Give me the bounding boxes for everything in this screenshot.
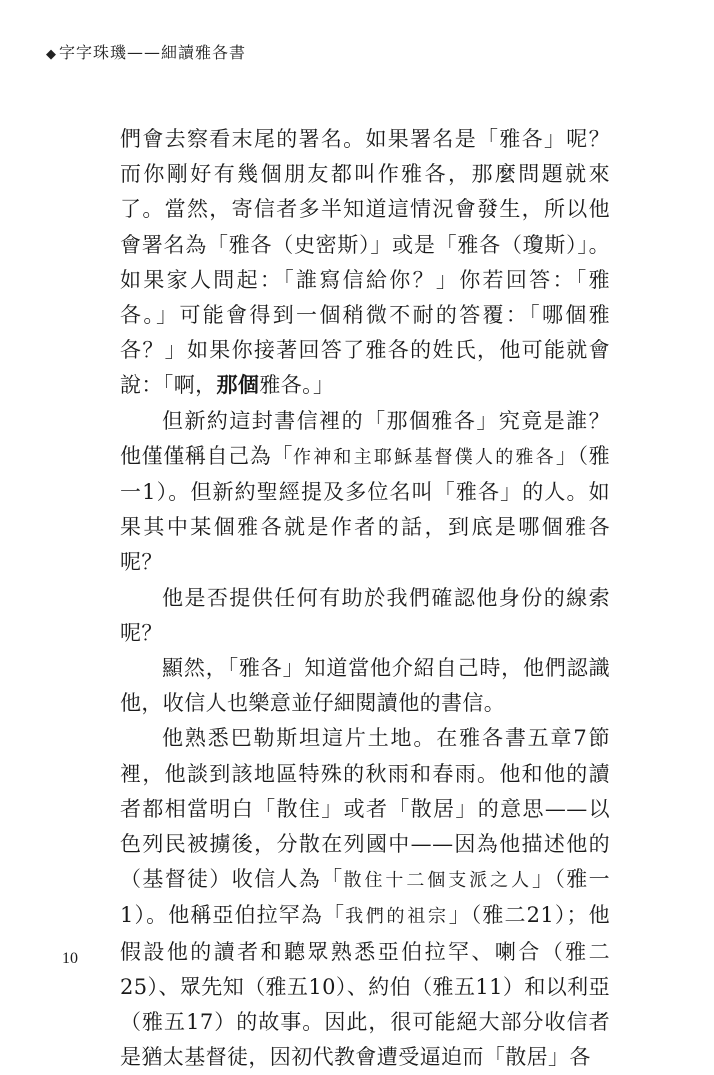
text-run: 但新約這封書信裡的「那個雅各」究竟是誰？他僅僅稱自己為「	[120, 408, 610, 468]
text-run: 」（雅二21）；他假設他的讀者和聽眾熟悉亞伯拉罕、喇合（雅二25）、眾先知（雅五10）、約伯（雅五11）和以利亞（雅五17）的故事。因此，很可能絕大部分收信者是猶太基督徒，因初代教會遭受逼迫而「散居」各	[120, 903, 611, 1070]
paragraph-4	[120, 651, 610, 721]
paragraph-2	[120, 404, 610, 581]
page-number: 10	[62, 950, 78, 967]
text-run: 他熟悉巴勒斯坦這片土地。在雅各書五章7節裡，他談到該地區特殊的秋雨和春雨。他和他的讀者都相當明白「散住」或者「散居」的意思——以色列民被擄後，分散在列國中——因為他描述他的（基督徒）收信人為「	[120, 726, 610, 892]
text-run: 他是否提供任何有助於我們確認他身份的線索呢？	[120, 585, 610, 645]
body-text	[120, 122, 610, 1075]
scripture-quote: 作神和主耶穌基督僕人的雅各	[292, 446, 556, 468]
scripture-quote: 我們的祖宗	[345, 906, 449, 928]
running-header	[46, 40, 246, 63]
paragraph-1	[120, 122, 610, 404]
text-run: 雅各。」	[259, 373, 335, 398]
book-title: 字字珠璣——細讀雅各書	[59, 43, 247, 62]
text-run: 顯然，「雅各」知道當他介紹自己時，他們認識他，收信人也樂意並仔細閱讀他的書信。	[120, 656, 610, 716]
scripture-quote: 散住十二個支派之人	[343, 870, 533, 892]
paragraph-3	[120, 581, 610, 651]
paragraph-5	[120, 721, 610, 1075]
diamond-icon: ◆	[46, 47, 57, 62]
emphasis-text: 那個	[216, 373, 260, 398]
text-run: 們會去察看末尾的署名。如果署名是「雅各」呢？而你剛好有幾個朋友都叫作雅各，那麼問題就來了。當然，寄信者多半知道這情況會發生，所以他會署名為「雅各（史密斯）」或是「雅各（瓊斯）」。如果家人問起：「誰寫信給你？」你若回答：「雅各。」可能會得到一個稍微不耐的答覆：「哪個雅各？」如果你接著回答了雅各的姓氏，他可能就會說：「啊，	[120, 127, 610, 398]
text-run: 」（雅一1）。但新約聖經提及多位名叫「雅各」的人。如果其中某個雅各就是作者的話，到底是哪個雅各呢？	[120, 443, 611, 575]
text-run: 」（雅一1）。他稱亞伯拉罕為「	[120, 867, 610, 928]
